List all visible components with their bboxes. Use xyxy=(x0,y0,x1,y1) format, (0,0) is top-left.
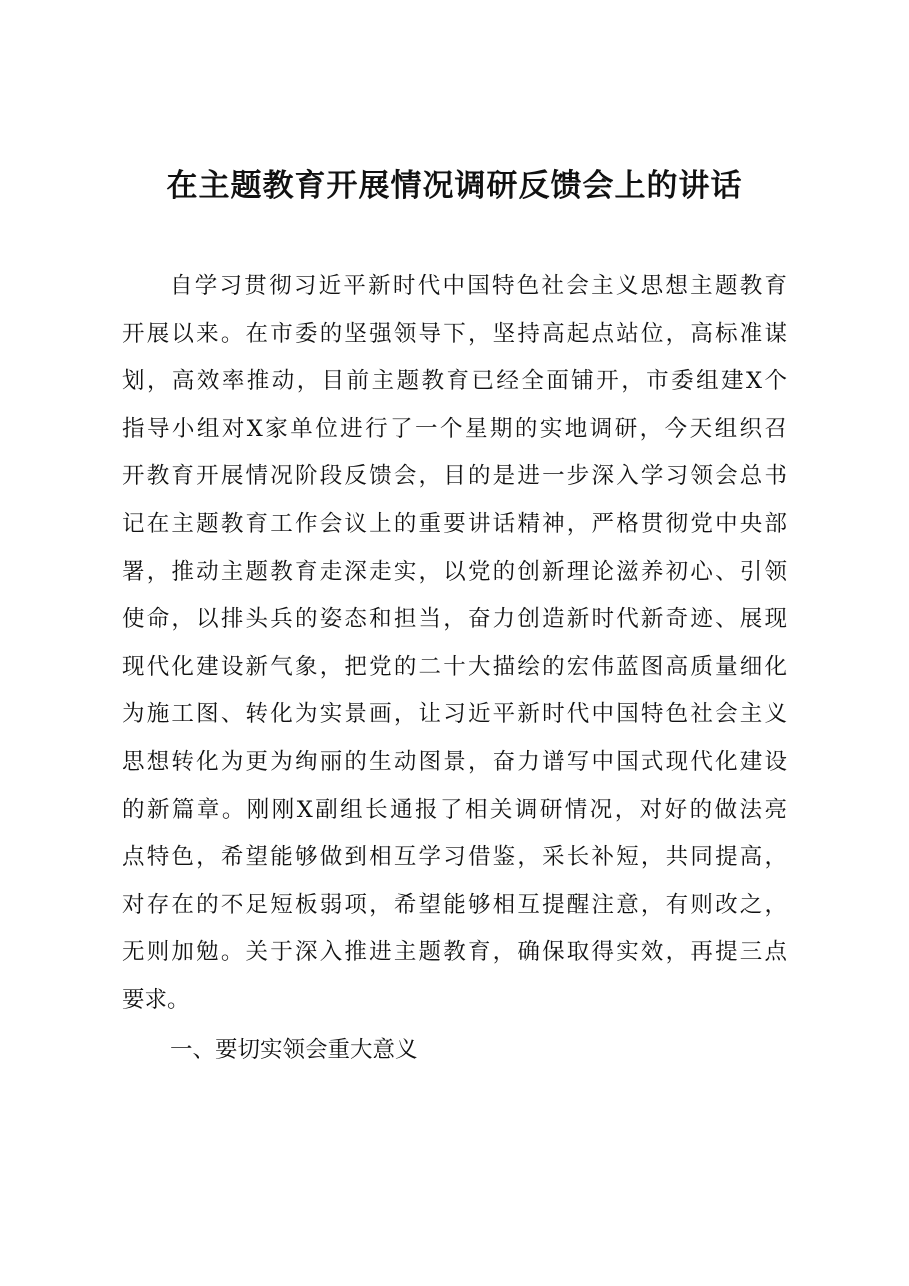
paragraph-line: 现代化建设新气象，把党的二十大描绘的宏伟蓝图高质量细化 xyxy=(122,653,787,680)
paragraph-line: 要求。 xyxy=(122,986,190,1013)
body-paragraph xyxy=(122,263,787,1025)
paragraph-line: 对存在的不足短板弱项，希望能够相互提醒注意，有则改之， xyxy=(122,891,787,918)
paragraph-line: 署，推动主题教育走深走实，以党的创新理论滋养初心、引领 xyxy=(122,558,787,585)
paragraph-line: 开展以来。在市委的坚强领导下，坚持高起点站位，高标准谋 xyxy=(122,320,787,347)
paragraph-line: 点特色，希望能够做到相互学习借鉴，采长补短，共同提高， xyxy=(122,844,787,871)
paragraph-line: 自学习贯彻习近平新时代中国特色社会主义思想主题教育 xyxy=(170,273,787,299)
paragraph-line: 无则加勉。关于深入推进主题教育，确保取得实效，再提三点 xyxy=(122,939,787,966)
paragraph-line: 开教育开展情况阶段反馈会，目的是进一步深入学习领会总书 xyxy=(122,463,787,490)
paragraph-line: 指导小组对X家单位进行了一个星期的实地调研，今天组织召 xyxy=(122,415,787,442)
document-title: 在主题教育开展情况调研反馈会上的讲话 xyxy=(166,168,743,204)
paragraph-line: 的新篇章。刚刚X副组长通报了相关调研情况，对好的做法亮 xyxy=(122,796,787,823)
paragraph-line: 记在主题教育工作会议上的重要讲话精神，严格贯彻党中央部 xyxy=(122,510,787,537)
paragraph-line: 使命，以排头兵的姿态和担当，奋力创造新时代新奇迹、展现 xyxy=(122,606,787,633)
paragraph-line: 为施工图、转化为实景画，让习近平新时代中国特色社会主义 xyxy=(122,701,787,728)
paragraph-line: 思想转化为更为绚丽的生动图景，奋力谱写中国式现代化建设 xyxy=(122,748,787,775)
section-heading: 一、要切实领会重大意义 xyxy=(170,1037,418,1063)
paragraph-line: 划，高效率推动，目前主题教育已经全面铺开，市委组建X个 xyxy=(122,368,787,395)
